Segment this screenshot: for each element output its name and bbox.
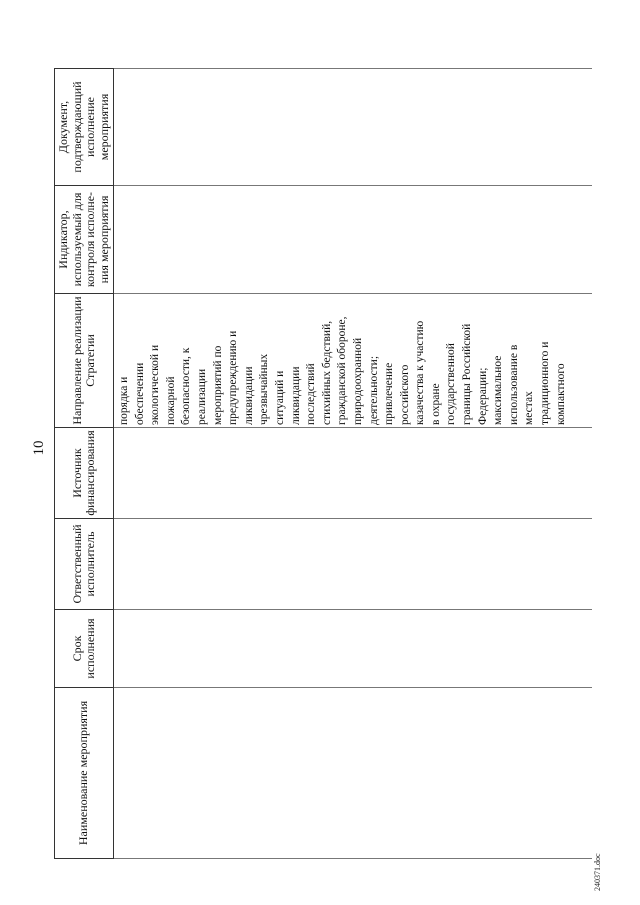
page-number: 10 (31, 440, 47, 456)
header-strategy-direction: Направление реализации Стратегии (55, 294, 114, 428)
document-filename: 240371.doc (593, 853, 602, 891)
header-confirming-document: Документ, подтверждающий исполнение мероприятия (55, 69, 114, 186)
header-funding-source: Источник финансирования (55, 428, 114, 519)
cell-responsible (114, 519, 593, 610)
header-indicator: Индикатор, используемый для контроля исполне-ния мероприятия (55, 186, 114, 294)
cell-confirming-document (114, 69, 593, 186)
table-row (114, 69, 593, 859)
header-measure-name: Наименование мероприятия (55, 688, 114, 859)
header-deadline: Срок исполнения (55, 610, 114, 688)
strategy-direction-text: порядка и обеспечении экологической и пожарной безопасности, к реализации мероприятий по предупреждению и ликвидации чрезвычайных ситуаций и ликвидации последствий стихийных бедствий, гражданской обороне, природоохранной деятельности; привлечение российского казачества к участию в охране государственной границы Российской Федерации; максимальное использование в местах традиционного и компактного (118, 316, 567, 425)
cell-indicator (114, 186, 593, 294)
cell-funding-source (114, 428, 593, 519)
cell-strategy-direction (114, 294, 593, 428)
table-header-row (55, 69, 114, 859)
measures-table (54, 68, 592, 859)
header-responsible: Ответственный исполнитель (55, 519, 114, 610)
cell-measure-name (114, 688, 593, 859)
cell-deadline (114, 610, 593, 688)
